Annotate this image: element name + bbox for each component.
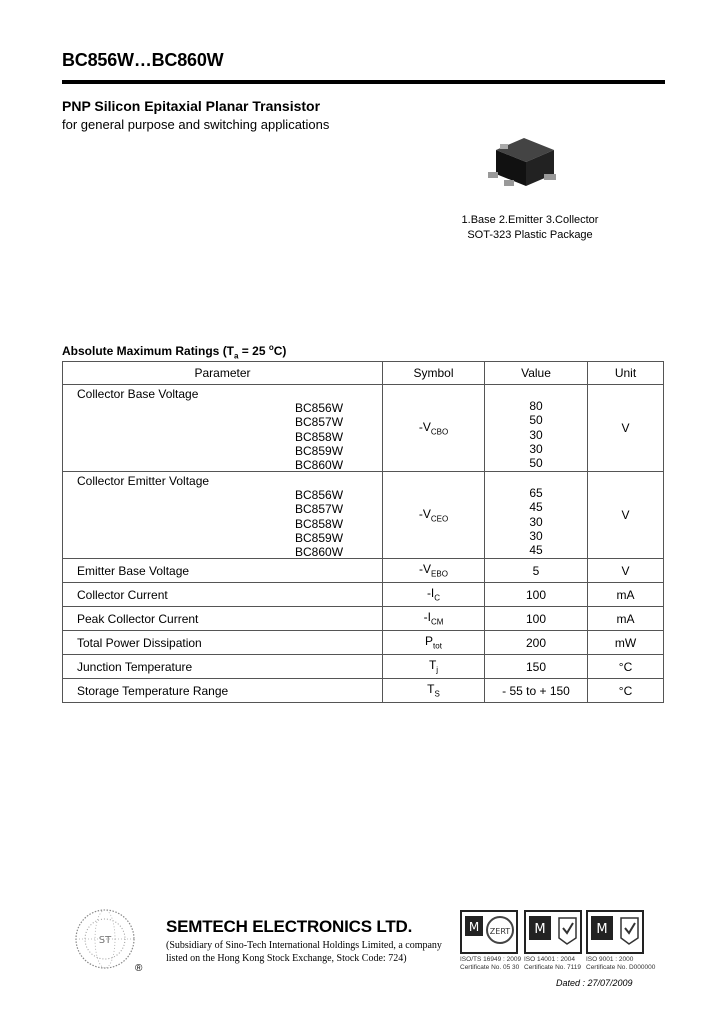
cert-standard: ISO 9001 : 2000 bbox=[586, 956, 634, 963]
symbol-main: -I bbox=[423, 610, 431, 625]
ratings-heading-sub: a bbox=[234, 351, 239, 361]
param-cell: Collector Current bbox=[63, 583, 383, 607]
variant: BC860W bbox=[295, 458, 344, 473]
ratings-heading bbox=[62, 343, 286, 360]
variant: BC857W bbox=[295, 415, 344, 430]
svg-text:M: M bbox=[468, 920, 480, 934]
value: 30 bbox=[529, 427, 543, 442]
value: 45 bbox=[529, 500, 543, 515]
symbol-cell bbox=[383, 655, 485, 679]
symbol-cell bbox=[383, 472, 485, 559]
symbol-cell bbox=[383, 631, 485, 655]
value-cell: 100 bbox=[485, 607, 588, 631]
variant-list bbox=[295, 401, 343, 472]
cert-number: Certificate No. 7119 bbox=[524, 964, 581, 971]
unit-cell: V bbox=[588, 559, 664, 583]
variant: BC859W bbox=[295, 530, 344, 545]
unit-cell: mW bbox=[588, 631, 664, 655]
value: 45 bbox=[529, 543, 543, 558]
symbol-sub: S bbox=[434, 689, 440, 699]
value: 50 bbox=[529, 413, 543, 428]
col-symbol: Symbol bbox=[383, 362, 485, 385]
value-cell: - 55 to + 150 bbox=[485, 679, 588, 703]
variant: BC858W bbox=[295, 516, 344, 531]
cert-caption bbox=[586, 956, 655, 972]
symbol-main: -V bbox=[418, 419, 431, 434]
svg-text:ST: ST bbox=[98, 935, 112, 946]
unit-cell: V bbox=[588, 472, 664, 559]
param-cell: Emitter Base Voltage bbox=[63, 559, 383, 583]
moody-ukas-icon bbox=[526, 912, 580, 952]
value: 30 bbox=[529, 514, 543, 529]
symbol-main: P bbox=[425, 634, 434, 649]
param-label: Collector Emitter Voltage bbox=[77, 474, 210, 488]
ratings-heading-post: C) bbox=[273, 344, 287, 358]
table-row bbox=[63, 559, 664, 583]
unit-cell: °C bbox=[588, 655, 664, 679]
svg-text:M: M bbox=[596, 922, 608, 937]
cert-logo-iso-ts bbox=[460, 910, 518, 954]
symbol-sub: EBO bbox=[431, 569, 448, 579]
symbol-cell bbox=[383, 679, 485, 703]
symbol-cell bbox=[383, 385, 485, 472]
table-header-row bbox=[63, 362, 664, 385]
cert-standard: ISO/TS 16949 : 2009 bbox=[460, 956, 522, 963]
param-cell bbox=[63, 472, 383, 559]
table-row bbox=[63, 679, 664, 703]
svg-text:ZERT: ZERT bbox=[489, 927, 511, 936]
value-cell: 5 bbox=[485, 559, 588, 583]
col-unit: Unit bbox=[588, 362, 664, 385]
symbol-main: -I bbox=[426, 586, 435, 601]
value-cell: 200 bbox=[485, 631, 588, 655]
pin-assignment: 1.Base 2.Emitter 3.Collector bbox=[461, 214, 599, 226]
moody-zert-icon bbox=[462, 912, 516, 952]
symbol-sub: C bbox=[434, 593, 441, 603]
sot323-package-image bbox=[478, 128, 568, 202]
moody-ukas-icon bbox=[588, 912, 642, 952]
symbol-cell bbox=[383, 607, 485, 631]
value: 80 bbox=[529, 399, 543, 413]
param-cell: Storage Temperature Range bbox=[63, 679, 383, 703]
value: 50 bbox=[529, 456, 543, 471]
col-value: Value bbox=[485, 362, 588, 385]
cert-caption bbox=[524, 956, 581, 972]
variant: BC860W bbox=[295, 545, 344, 560]
value-cell: 100 bbox=[485, 583, 588, 607]
param-cell: Peak Collector Current bbox=[63, 607, 383, 631]
value: 30 bbox=[529, 441, 543, 456]
symbol-main: -V bbox=[419, 562, 432, 577]
document-title: BC856W…BC860W bbox=[62, 50, 224, 70]
ratings-heading-pre: Absolute Maximum Ratings (T bbox=[62, 344, 235, 358]
symbol-main: T bbox=[427, 682, 435, 697]
ratings-heading-sup: o bbox=[268, 343, 274, 352]
unit-cell: °C bbox=[588, 679, 664, 703]
cert-number: Certificate No. D000000 bbox=[586, 964, 656, 971]
param-label: Collector Base Voltage bbox=[77, 387, 199, 401]
cert-logo-iso-9001 bbox=[586, 910, 644, 954]
value: 30 bbox=[529, 528, 543, 543]
ratings-table bbox=[62, 361, 664, 703]
symbol-sub: CBO bbox=[430, 427, 449, 437]
symbol-sub: CM bbox=[430, 617, 444, 627]
param-cell: Total Power Dissipation bbox=[63, 631, 383, 655]
company-name: SEMTECH ELECTRONICS LTD. bbox=[166, 917, 413, 936]
title-rule bbox=[62, 80, 665, 84]
value-cell: 150 bbox=[485, 655, 588, 679]
document-description: for general purpose and switching applications bbox=[62, 117, 330, 132]
pin-description bbox=[440, 213, 620, 243]
symbol-main: -V bbox=[418, 506, 431, 521]
symbol-sub: tot bbox=[433, 641, 442, 651]
value: 65 bbox=[529, 486, 543, 500]
symbol-sub: j bbox=[436, 665, 439, 675]
variant: BC859W bbox=[295, 443, 344, 458]
symbol-main: T bbox=[428, 658, 437, 673]
subsidiary-line: (Subsidiary of Sino-Tech International Holdings Limited, a company bbox=[166, 940, 442, 951]
table-row bbox=[63, 631, 664, 655]
cert-logo-iso-14001 bbox=[524, 910, 582, 954]
subsidiary-line: listed on the Hong Kong Stock Exchange, Stock Code: 724) bbox=[166, 953, 407, 964]
variant: BC858W bbox=[295, 429, 344, 444]
value-cell bbox=[485, 385, 588, 472]
table-row bbox=[63, 472, 664, 559]
unit-cell: mA bbox=[588, 583, 664, 607]
unit-cell: V bbox=[588, 385, 664, 472]
symbol-sub: CEO bbox=[430, 514, 449, 524]
symbol-cell bbox=[383, 559, 485, 583]
variant: BC856W bbox=[295, 488, 344, 502]
table-row bbox=[63, 385, 664, 472]
table-row bbox=[63, 583, 664, 607]
symbol-cell bbox=[383, 583, 485, 607]
package-type: SOT-323 Plastic Package bbox=[467, 229, 593, 241]
param-cell bbox=[63, 385, 383, 472]
svg-text:M: M bbox=[534, 922, 546, 937]
variant-list bbox=[295, 488, 343, 559]
dated-label: Dated : 27/07/2009 bbox=[556, 978, 633, 988]
variant: BC856W bbox=[295, 401, 344, 415]
cert-caption bbox=[460, 956, 521, 972]
table-row bbox=[63, 655, 664, 679]
col-parameter: Parameter bbox=[63, 362, 383, 385]
cert-standard: ISO 14001 : 2004 bbox=[524, 956, 575, 963]
param-cell: Junction Temperature bbox=[63, 655, 383, 679]
unit-cell: mA bbox=[588, 607, 664, 631]
subsidiary-note bbox=[166, 939, 442, 965]
value-cell bbox=[485, 472, 588, 559]
cert-number: Certificate No. 05 30 bbox=[460, 964, 520, 971]
registered-mark: ® bbox=[135, 963, 143, 974]
semtech-globe-logo bbox=[74, 908, 136, 970]
ratings-heading-mid: = 25 bbox=[238, 344, 269, 358]
table-row bbox=[63, 607, 664, 631]
document-subtitle: PNP Silicon Epitaxial Planar Transistor bbox=[62, 98, 321, 114]
variant: BC857W bbox=[295, 502, 344, 517]
